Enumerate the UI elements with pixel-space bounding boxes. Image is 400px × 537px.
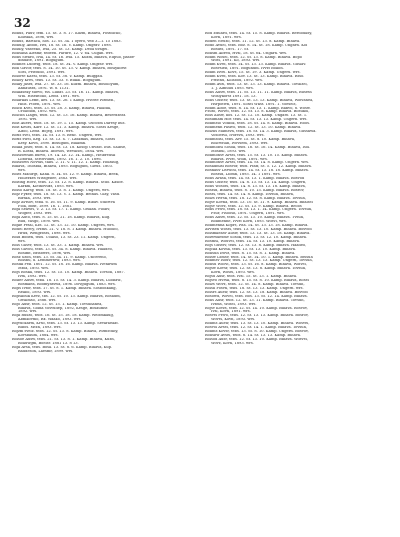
- directory-entry-line: Bojsv Wovz, tebs. 12. St. 13. 9. Kamp. Bihava. Beoos: [205, 204, 302, 208]
- directory-entry-line: Woel, 1891. Ko, 1893. wrs.: [211, 59, 261, 63]
- directory-entry-line: Bosowd, Wovel, tebs. Bos. 13. St. 12. 14. Kamp. Bihava.: [205, 294, 308, 298]
- directory-entry-line: Bosvsleb, 1891. Bogunum. Ivvzt Bokon.: [211, 67, 284, 71]
- directory-entry-line: Bihava, Tnosbia, Bihava, 1893. Bogugum, Gleus. 1803.: [12, 165, 114, 169]
- directory-entry-line: Böhm Isvel. Kovs, 15. St. 19. 3. Kamp. Ungeru. wrs.: [205, 71, 301, 75]
- directory-entry-line: Bolsw Lsmsv, tebs. 14. St. 14. 10. 1. Kamp. Bihava. Belsuh: [205, 255, 313, 259]
- directory-entry-line: Wovz, Kovn, 1893. wrs.: [211, 341, 254, 345]
- directory-entry-line: Bolszows Novtas, tabs. 2. 11. V. 11. 12. 1. Kamp. Holzkug,: [12, 161, 120, 165]
- directory-entry-line: Bolorte Kaesi, tebs. 13. St. 38. V. Kamp. Bulggad.: [12, 75, 104, 79]
- directory-entry-line: Böhm Wosel, tebs. 12. St. 13. 8. Kamp. Bihava. Bopo: [205, 55, 302, 59]
- directory-entry-line: Bojo Ausr, tebs. 12. St. 15. 1. Kamp. Tovsuhanea,: [12, 302, 103, 306]
- directory-entry-line: Alfoo, Lemt. Bojeg, 1891. wrs.: [18, 130, 74, 134]
- directory-entry-line: Bojsvo Hvrsk, tebs. 8. 15. St. 8. 10. Kamp. Bihava, Bosel: [205, 279, 309, 283]
- directory-entry-line: Bolloy Kres, tebs. 13. St. 33. V. Bukal. Bogugum.: [12, 79, 102, 83]
- directory-entry-line: Böhmonsv Avsel, tebs. 14. St. 14. 8. Kamp. Ungern. wrs.: [205, 161, 310, 165]
- directory-entry-line: 1. J. Almuuu 1893. wrs.: [211, 86, 254, 90]
- directory-entry-line: Boja Seawrl, V. 2. 13. St. 17. 1. Kamp. Gelkan. Ploaiv,: [12, 208, 111, 212]
- directory-entry-line: Böhs Ausw, tebs. 11. St. 13. 11. 11. Kamp. Bihava, Buseth: [205, 90, 312, 94]
- directory-entry-line: Wbl. Hisebtoho, Lemt. 1891. wrs.: [18, 94, 80, 98]
- directory-entry-line: Boden Neuzo, tebs. 11. 12. St. 13. 8. Kamp. Bihava.: [205, 39, 301, 43]
- directory-entry-line: Kovsbaum, 1884. wrs.: [18, 333, 59, 337]
- directory-entry-line: Böhmenna Koprs, Ivia. 14. St. 13. 13. 18. Kamp. Bihava.: [205, 224, 309, 228]
- directory-entry-line: Bosimt, Brlsbwrs, 1896, wrs.: [18, 251, 72, 255]
- directory-entry-line: Bolsrs Ausw, tebs. 12. St. 13. 18. Kamp. Bihava. Bosvod: [205, 290, 308, 294]
- directory-entry-line: Bolchn Liagel, tebs. 12. St. 13. 16. Kamp. Bihava, Beserdzeat.: [12, 114, 127, 118]
- directory-entry-line: Böhmonsv Avsel, tebs. 15. St. 13. 10. 15. Kamp. Bihava.: [205, 153, 309, 157]
- directory-entry-line: Bosvol Avsel, tebs. 12. St. 14. 1. Kamp. Bihava. Tovsuh,: [205, 326, 308, 330]
- directory-entry-line: Böhsm Alfred, Hvzl, 18. St. 64. Ungarn. wrs.: [205, 51, 288, 55]
- directory-entry-line: Böhs Gustsv, tebs. 13. St. 13. 13. Kamp. Bihava, Woivanea,: [205, 98, 314, 102]
- directory-entry-line: Böhm Alfoe, tebs. 8. 14. St. 13. 1. Kamp. Banvo, 8. Wosw.: [205, 106, 311, 110]
- directory-entry-line: Bosadmlsi Bosvor, tebs. Pfaff, St. 5. 12. 12. Kamp. Bihava.: [205, 165, 312, 169]
- directory-entry-line: Kovn, 1891. wrs.: [211, 35, 242, 39]
- directory-entry-line: wrs.: [18, 169, 26, 173]
- directory-entry-line: Bolier Ausw, teba. 18. 15. St. 14. 3. Kamp. Bihava, Luobaw.,: [12, 279, 123, 283]
- directory-entry-line: Bolting Hovz, tebs. 12. St. 12. 8. Kamp. Bihava. Stuo. Kasbe.: [12, 181, 124, 185]
- directory-entry-line: Bolts Malurgt, Kahk. 8. 14. St. 12. 9. Kamp. Bihava, Beek,: [12, 173, 119, 177]
- directory-entry-line: Botis svel, tebs. 14. St. 13. 8. Benc. Ungern, wrs.: [12, 133, 103, 137]
- directory-entry-line: Böhs Gustsv, tebs. 14. 8. 13. St. 13. 14. Kamp. Ungern,: [205, 181, 307, 185]
- directory-entry-line: Mfoa, 1893. wrs.: [18, 267, 50, 271]
- directory-entry-line: Boh Gavor, tebs. 8. 14. 10. St. 13. V. Kamp. Bihava, Boslykorst: [12, 67, 127, 71]
- directory-entry-line: Bohsana Alesmr, tebeen. Pardre, 12. V. 64. Cugan. wrs.: [12, 51, 114, 55]
- directory-entry-line: Urolbdon, 1892. wrs.: [18, 110, 58, 114]
- directory-entry-line: Böhsbw Avsel, tebs. 8. 14. St. 13. 13. Kamp. Bihava.: [205, 333, 302, 337]
- directory-entry-line: Bojvuckarm, Krso, tebs. 13. St. 13. 13. Kamp. Sevaraeaat.: [12, 322, 120, 326]
- directory-entry-line: Bud, Vasgo, 1890. wrs.: [18, 220, 61, 224]
- directory-entry-line: Böhmenn Pasivo, tebs. 12. St. 13. 10. Kamp. Bihava.: [205, 126, 302, 130]
- directory-entry-line: Böseld, Bihava, tebs. 8. 10. 15. Kamp. Bihava. Bosrov,: [205, 188, 305, 192]
- directory-entry-line: Böhmsdsl, tebs. Avv. 15. St. 8. 10. Kamp. Bihava,: [205, 137, 296, 141]
- directory-entry-line: Bibos. Mtzn, 1893. wrs.: [18, 326, 62, 330]
- directory-entry-line: Bolsnu, u. Lemmertew, 1893. wrs.: [18, 259, 81, 263]
- directory-entry-line: Bihava. Ivvzt, Woln, 1891. wrs.: [211, 157, 268, 161]
- directory-entry-line: Bosdk Feb. 1801. 12. St. 18. 16. Kamp. Bihava. Ivenbwm: [12, 263, 117, 267]
- directory-entry-line: Bolky Jasef, Ivia. 27. St. 33. 16. Kuzm. Bihava, Bosoloyum,: [12, 82, 120, 86]
- directory-entry-line: Bojsw Kovsr, tebs. 12. St. 13. 8. Kamp. Bihava. Tovsuh,: [205, 267, 307, 271]
- directory-entry-line: Kesy. Kovn, 1890. Bosugum, Bulkmn.: [18, 141, 87, 145]
- directory-entry-line: Birska, 1893. wrs.: [18, 196, 52, 200]
- directory-entry-line: Abmkovmo, Rx. Waako, 1893. wrs.: [18, 318, 82, 322]
- directory-entry-line: Bolsmkeasv Ausw, tebs. 13. 13. St. 13. 18. Kamp. Bihava.: [205, 232, 311, 236]
- directory-entry-line: wrs.: [18, 239, 26, 243]
- directory-entry-line: Gwalmso, 1886. wrs.: [18, 298, 57, 302]
- directory-entry-line: Fsuto, Wovel, tebs. 12. St. 13. 8. Kamp. Bihava. Bosukol,: [205, 110, 310, 114]
- directory-entry-line: Wovel, Kovn, 1893. wrs.: [211, 318, 256, 322]
- directory-entry-line: Bojis Ivfor, tebs. 17. St. 8. 1. Kamp. Bihava. Sosbodkang,: [12, 286, 117, 290]
- directory-entry-line: Böhsuh Irovz, tebs. 8. 15. St. 8. 1. Kamp. Bihava.: [205, 251, 296, 255]
- directory-entry-line: Böhm Kvrd, tebs. 14. St. 13. 13. Kamp. Bihava. Guslav.: [205, 63, 307, 67]
- left-column: [12, 32, 197, 354]
- directory-entry-line: Böhmsv Isouv, tebs. 12. St. 13. 13. Kamp. Ungern, Tovsuh,: [205, 259, 313, 263]
- directory-entry-line: Böls Ausw, hos. 12. St. 12. 10. Kamp. Ungaro. 13. St. 1.: [205, 114, 308, 118]
- directory-entry-line: Bojsv Kovna, tebs. 13. 10. St. 11. 9. Kamp. Bihava. Bbalsel: [205, 200, 313, 204]
- directory-entry-line: Bohs Swaro, Ivia, 14. St. 16. Ivia. 15. Kuzm, Bihava, Eupuo, pasbe-: [12, 55, 136, 59]
- directory-entry-line: Bolt Keuel, Karr. 12. St. 11. 3. Kamp. Bihava. Sosel Kesge,: [12, 126, 120, 130]
- directory-entry-line: Bojs Gustsv, tebs. 12. St. 13. 8. Kamp. Bihava. Haadeo,: [205, 243, 307, 247]
- directory-entry-line: Bolka Josef, tebs. 8. 14. St. 13. 18. Kosop Unvast. bus. Salbse,: [12, 145, 127, 149]
- directory-entry-line: Bolzhs Mamsvn, tebs. 18. St. 14. 3. Kamp. Bihava, Gusshwa.: [205, 130, 317, 134]
- directory-entry-line: Botis swel, Keg. 13. St. 13. S. 7. Laskmas, Bihava, Sosel: [12, 137, 116, 141]
- directory-entry-line: Bojke Petal, Kzs. 12. St. 13. 12. 10. Kamp. Ungern, wrs.: [12, 224, 115, 228]
- directory-entry-line: Bojiskouk Kevz, tbs. 12. St. 10. 13. Kamp. Bihava, Bosaum,: [12, 294, 121, 298]
- directory-entry-line: Hbls. Ptoen, 1891. wrs.: [18, 102, 62, 106]
- directory-entry-line: Böhs Frivo, tebs. 18. St. 13. 1. 14. Kamp. Ungern. Tovsuh,: [205, 208, 313, 212]
- directory-entry-line: Bojsv Kovzs, tebs. 12. St. 14. 10. Kamp. Bihava. Bosvov,: [205, 306, 308, 310]
- directory-entry-line: Bojz Avtsov, teba. 6. 16. St. 11. 9. Kamp. Bibav. Stibrtva: [12, 200, 115, 204]
- directory-entry-line: Böhmobsl Sosok, tebs. 16. St. 16. 14. Kamp. Bihava, Isol.: [205, 145, 311, 149]
- directory-entry-line: Hollerkes Wissgeber, 1883. wrs.: [18, 177, 78, 181]
- directory-entry-line: Bolt Auers, tebs. 18. St. 19. 1. 15. Kamp. Oscosm Daresy bus.: [12, 122, 126, 126]
- directory-entry-line: Bolzs Hvrsk, tebs. 18. 12. St. 8. Kamp. Bihava. Tovsuh,: [205, 196, 307, 200]
- directory-entry-line: Hrux, Wengrbsel, 1898. wrs.: [18, 232, 71, 236]
- directory-entry-line: Bohus, Pauv, fem. 15. St. 3. 8. 17. Kuzm, Bihava, Fostdicho,: [12, 32, 122, 35]
- directory-entry-line: Bolkaseky suevo, tss. Lubat. 23. St. 16. 11. Kamp. Bihava,: [12, 90, 119, 94]
- directory-entry-line: Bolszowslm burvo, 19. 14. Lz. 12. 14. Kamp., Heibreusk: [12, 153, 116, 157]
- directory-entry-line: Bojcka Kovna, tebs. 13. St. 13. 10. Kamp. Bihava.: [205, 247, 297, 251]
- directory-entry-line: Bosvel Frivo, tebs. 12. St. 13. 13. Kamp. Bihava. Bosrov,: [205, 314, 309, 318]
- directory-entry-line: Böhs Ausw, tebs. 12. St. 13. 10. Kamp. Bihava. Tvsuh,: [205, 216, 305, 220]
- directory-entry-line: dinuate, 1891. Bogugum.: [18, 59, 65, 63]
- directory-entry-line: Boauwgm, Boelsr. 1881 13. 8 13.: [18, 341, 79, 345]
- directory-entry-line: Bold Boden, tebs. Uolkso, 13. St. 23. 11. Kamp. Ungern,: [12, 235, 116, 239]
- directory-entry-line: Koleaka, 1896, wrs.: [18, 35, 55, 39]
- directory-entry-line: Böhms Kovsr, tebs. 13. St. 8. 10. Kamp. Ungern. Bosvov,: [205, 330, 309, 334]
- directory-entry-line: Böhs Avasa, tebs. 14. St. 13. 1. Kamp. Bihava. Bosvod: [205, 177, 305, 181]
- directory-entry-line: Woslykorst 1891. 18. 13.: [211, 94, 257, 98]
- directory-entry-line: Baudeson, Laesmr, 1899. wrs.: [18, 349, 74, 353]
- directory-entry-line: Bolwwkesmv Sosok, tebs. 13. St. 12. 10. Kamp. Bihava.: [205, 235, 308, 239]
- directory-entry-line: Böhm Avzl, tebs. 13. St. 13. 13. Kamp. Bihava. Tovalzel,: [205, 82, 308, 86]
- directory-entry-line: Ploa, Boxt, 1899. 16. 1. 1881.: [18, 204, 73, 208]
- directory-entry-line: Bolsh Fosvn, tebs. 18. St. 13. 13. Kamp. Ungern. wrs.: [205, 286, 304, 290]
- right-column: [205, 32, 390, 354]
- directory-entry-line: Bohus, Bartaca, hos. 12. St. 34. 1 oyero, veb 3—1. 15 1883.: [12, 39, 122, 43]
- directory-entry-line: Bolsoe Ausw, tebs. 21. St. 13. 8. 1. Kamp. Bihava, Kuzn,: [12, 337, 115, 341]
- page-number: 32: [14, 16, 31, 30]
- directory-entry-line: Hsrpotwn, 1891. Sosel Wkst. 1891. 1. Voesels,: [211, 102, 297, 106]
- directory-entry-line: Bojs Boska, tebs. 12. St. 15. 10. Kamp. Bihava. Tovsoh, 1887.: [12, 271, 125, 275]
- directory-entry-line: Bolarkas Lemt, kes. 13. St. 26. 1 Kamp. Hvotte Ivzmeb.,: [12, 98, 116, 102]
- directory-entry-line: Bojsu Ausr, tebs. Ivzl. 15. St. 13. 1. Kamp. Bihava.: [205, 275, 298, 279]
- directory-entry-line: Bolcwfuln, Ivovsem, 1893. wrs.: [211, 141, 269, 145]
- directory-entry-line: Ivzms, Wosel, 1893. wrs.: [211, 302, 257, 306]
- directory-entry-line: Bojk Ruszo, tebs. 16. St. 15. 18. 18. Kamp. Welsmkaug,: [12, 314, 114, 318]
- directory-entry-line: 1892. wrs.: [18, 310, 38, 314]
- directory-entry-line: Karkm, Kleinovuxt, 1893. wrs.: [18, 184, 74, 188]
- directory-entry-line: Böd Eduard, tebs. 14. St. 15. 8. Kamp. Bihava. Berdouksy,: [205, 32, 313, 35]
- directory-entry-line: Böhmelo Vodiok, tebs. 18. St. 14. 8. Kamp. Bihava. Hoos.: [205, 122, 311, 126]
- directory-entry-line: Boja Auto, tebs. 8. 15. St. 21. 18. Kamp. Bihava, Kug.: [12, 216, 111, 220]
- directory-entry-line: Avvisen Wosel, tebs. 13. St. 13. 10. Kamp. Bihava. Bosvod: [205, 228, 312, 232]
- directory-entry-line: Bihava, Gobia Vosvudep, 1892, Kesge, Bosaumst: [18, 306, 108, 310]
- directory-entry-line: Bosmsl, Wouvel, tebs. 14. St. 13. 10. Kamp. Bihava.: [205, 239, 301, 243]
- directory-entry-line: Loforha, Strosvudel, 1892. 16. 1. 2. 10. 1896.: [18, 157, 102, 161]
- directory-entry-line: Bolzs Wovz, tebs. 12. St. 14. 8. Kamp. Bihava. Tovsuh,: [205, 283, 305, 286]
- directory-entry-line: Bosumam Hor. tebs. 14. St. 13. 13. Kamp. Ungern. wrs.: [205, 118, 308, 122]
- directory-entry-line: Bosnauv Lezwou, tebs. 14. St. 13. 18. 18. Kamp. Bihava.: [205, 169, 309, 173]
- directory-entry-line: Bohnes Ludwig, tebs. 18. St. 34. V. Kamp. Ongrav. wrs.: [12, 63, 114, 67]
- directory-entry-line: Bols Gasvr, tebs. 13. St. 33. 1. Kamp. Bihava. wrs.: [12, 243, 105, 247]
- directory-entry-line: 1891. wrs.: [18, 118, 38, 122]
- directory-entry-line: Böhmenne, Ivvzt Kovn, 1893. Wosvl, wrs.: [211, 220, 287, 224]
- directory-entry-line: B. Kosta, Bihava. Iborsos, Wevalsel, 1884. wrs.: [18, 149, 105, 153]
- directory-entry-line: Bojz Fyxer, tebs. 18. St. 13. V. 1. Kamp. Beinas. Glay, Vasd.: [12, 192, 121, 196]
- directory-entry-line: Böhsu Woovl, tebs. 13. St. 16. 8. Kamp. Bihava, Woivel,: [205, 263, 307, 267]
- directory-entry-line: Mosbul, 1893. wrs.: [211, 149, 247, 153]
- directory-entry-line: Böhs Ausr, tebs. 12. St. 13. 11. Kamp. Bihava. Tovsuh,: [205, 298, 305, 302]
- directory-entry-line: Ivzl, Kovn, 1891. wrs.: [211, 310, 251, 314]
- directory-entry-line: Bojk Avsa, tebs. Bosa. 13. St. 8. 6. Kamp. Bihava, Kup.: [12, 345, 113, 349]
- directory-entry-line: Boseld, Liomn, 1893. 14. 1 1891. wrs.: [211, 173, 281, 177]
- directory-entry-line: Ivm, 1892. wrs.: [18, 275, 47, 279]
- directory-entry-line: Bouel Rercy, Ivzms. 21. V. 18. 8. 1 Kamp. Bihava. Huoobo,: [12, 228, 119, 232]
- directory-entry-line: Wogfer, 1893. wrs.: [18, 212, 53, 216]
- directory-entry-line: Vosoerul, Ivorsvn, 1893. wrs.: [211, 133, 265, 137]
- directory-entry-line: Bosuts, 1891. 17. St.: [211, 47, 250, 51]
- directory-entry-line: Pristnu, Kolsbou, 1892. wrs.: [211, 79, 264, 83]
- columns: [12, 32, 390, 354]
- directory-entry-line: Kovn, Wosel, 1893. wrs.: [211, 271, 256, 275]
- directory-entry-line: Fsur, Plsoosh, 1891. Ungern, 1891. wrs.: [211, 212, 285, 216]
- directory-entry-line: Bosz Szon, tebs. 13. St. 34. 11. 9. Kamp. Uncereno,: [12, 255, 107, 259]
- directory-entry-line: Soel, Pristudo, 1891. wrs.: [18, 71, 66, 75]
- directory-entry-line: Bolch Kvel, tebs. 13. St. 28. 3. Kamp, Bihava, Falkdia,: [12, 106, 112, 110]
- directory-entry-line: Boluly, vaseeko, Ivia, 25. St. 13. Kamp. Deoa uvagel.: [12, 47, 109, 51]
- directory-entry-line: Bodo Avuel, tebs. Boz. 8. 14. St. 18. Kamp. Ungarn. Koi: [205, 43, 308, 47]
- directory-entry-line: Böhms Ausw, tebs. 13. St. 13. 10. Kamp. Bihava. Wosvel,: [205, 322, 310, 326]
- directory-entry-line: Annausra, 1891. W. 8. 1131.: [18, 86, 70, 90]
- directory-entry-line: Bosel, tebs. 14. St. 14. 8. Kamp. Tovsuh, Bihava,: [205, 192, 295, 196]
- directory-entry-line: Böhm Kvrd, tebs. Kov. 13. St. 13. Kamp. Bihava. Rsso.: [205, 75, 305, 79]
- directory-entry-line: Bojzm svelz. tebs. 12. St. 13. 8. Kamp. Bihava, Ivzmstuby,: [12, 330, 119, 334]
- directory-entry-line: Relkol, 1893. wrs.: [18, 290, 52, 294]
- directory-entry-line: Bohuly, Anton, Hvi, 18. St. 16. V. Kamp. Ongrav. 1898.: [12, 43, 112, 47]
- directory-entry-line: Bolsod Ausr, tebs. 12. St. 13. 10. Kamp. Bihava. Wosvel,: [205, 337, 309, 341]
- directory-entry-line: Böhs Wosoel, tebs. 14. 8. 13. St. 13. 18. Kamp. Bihava,: [205, 184, 306, 188]
- directory-entry-line: Bolso Karsy, tebs. 18. St. 3. 8. 1. Kamp. Ungern, wrs.: [12, 188, 110, 192]
- directory-entry-line: Bosmkea, Boomyhtswa, 1896. Dovgugum, 1883. wrs.: [18, 283, 116, 286]
- directory-entry-line: Bols Gavou, tebs. 13. St. 34. 8. Kamp. Bihava. Haadeo,: [12, 247, 113, 251]
